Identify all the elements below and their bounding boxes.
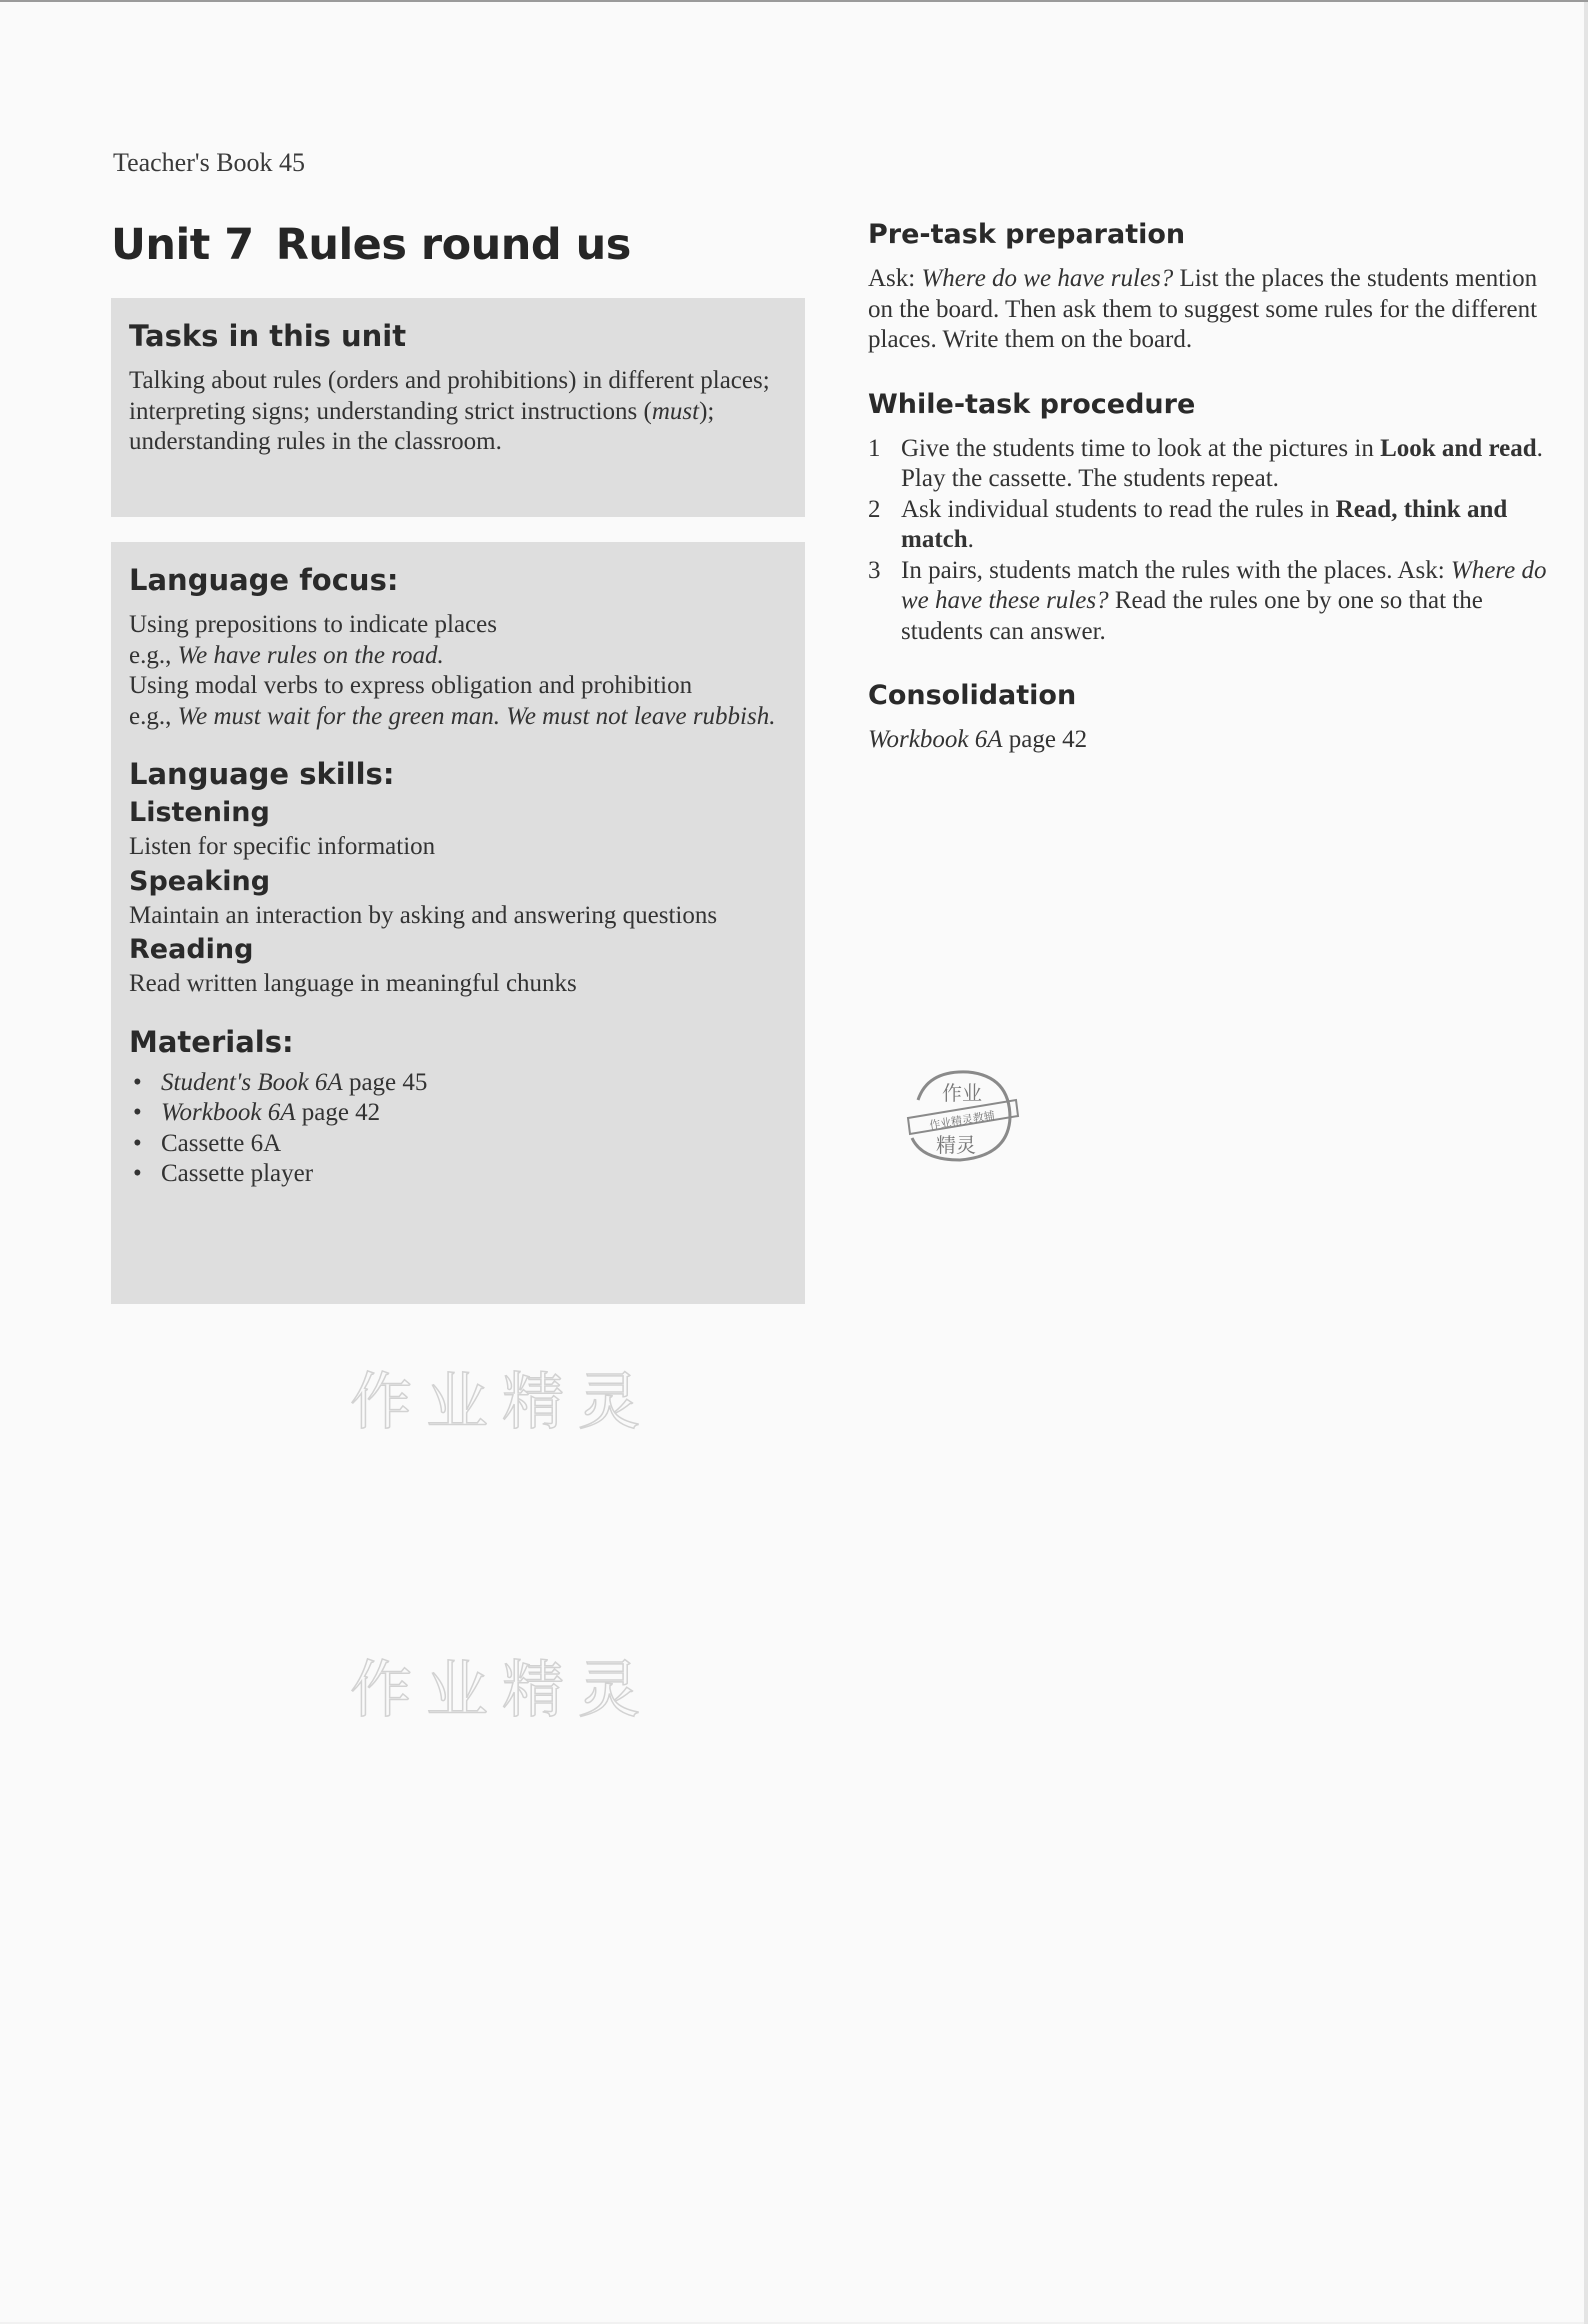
- step-item: 3 In pairs, students match the rules with the places. Ask: Where do we have these rules? Read the rules one by one so that the students can answer.: [868, 556, 1547, 645]
- language-box: [111, 542, 805, 1304]
- consolidation-text: Workbook 6A page 42: [868, 726, 1088, 753]
- consolidation-section: [868, 677, 1558, 756]
- while-task-heading: While-task procedure: [868, 388, 1196, 420]
- running-head: Teacher's Book 45: [113, 148, 306, 177]
- svg-text:作业精灵教辅: 作业精灵教辅: [928, 1108, 996, 1133]
- materials-heading: Materials:: [129, 1024, 294, 1059]
- reading-title: Reading: [129, 934, 254, 965]
- materials-item: • Cassette player: [129, 1159, 787, 1190]
- language-focus-line-2: Using modal verbs to express obligation and prohibition: [129, 672, 693, 699]
- tasks-heading: Tasks in this unit: [129, 319, 407, 353]
- unit-name: Rules round us: [275, 220, 631, 270]
- page-edge: [1584, 2, 1588, 2324]
- pre-task-section: [868, 216, 1558, 356]
- language-focus-example-2: e.g., We must wait for the green man. We must not leave rubbish.: [129, 702, 776, 730]
- materials-item: • Workbook 6A page 42: [129, 1098, 787, 1129]
- materials-item: • Student's Book 6A page 45: [129, 1068, 787, 1099]
- reading-text: Read written language in meaningful chunks: [129, 970, 577, 997]
- step-item: 2 Ask individual students to read the rules in Read, think and match.: [868, 495, 1508, 553]
- language-focus-line-1: Using prepositions to indicate places: [129, 611, 497, 638]
- listening-text: Listen for specific information: [129, 833, 436, 860]
- materials-item: • Cassette 6A: [129, 1129, 787, 1160]
- while-task-steps: [868, 434, 1558, 648]
- language-skills-heading: Language skills:: [129, 757, 395, 791]
- right-column: [868, 216, 1558, 786]
- pre-task-text: Ask: Where do we have rules? List the places the students mention on the board. Then ask them to suggest some rules for the different places. Write them on the board.: [868, 265, 1538, 353]
- pre-task-heading: Pre-task preparation: [868, 219, 1186, 250]
- materials-list: [129, 1068, 787, 1190]
- unit-title: [111, 220, 631, 270]
- svg-text:作业: 作业: [942, 1081, 982, 1105]
- listening-title: Listening: [129, 797, 270, 828]
- step-item: 1 Give the students time to look at the pictures in Look and read. Play the cassette. The students repeat.: [868, 434, 1543, 492]
- tasks-box: [111, 298, 805, 517]
- svg-text:精灵: 精灵: [936, 1133, 976, 1157]
- while-task-section: [868, 386, 1558, 648]
- speaking-title: Speaking: [129, 865, 271, 897]
- speaking-text: Maintain an interaction by asking and answering questions: [129, 901, 718, 929]
- watermark: 作业精灵: [350, 1653, 655, 1726]
- unit-number: Unit 7: [111, 220, 254, 270]
- language-focus-example-1: e.g., We have rules on the road.: [129, 641, 444, 669]
- stamp-logo-icon: [898, 1060, 1026, 1170]
- consolidation-heading: Consolidation: [868, 680, 1077, 711]
- language-focus-heading: Language focus:: [129, 563, 399, 597]
- tasks-text: Talking about rules (orders and prohibitions) in different places; interpreting signs; understanding strict instructions (must); understanding rules in the classroom.: [129, 367, 770, 455]
- watermark: 作业精灵: [350, 1365, 655, 1438]
